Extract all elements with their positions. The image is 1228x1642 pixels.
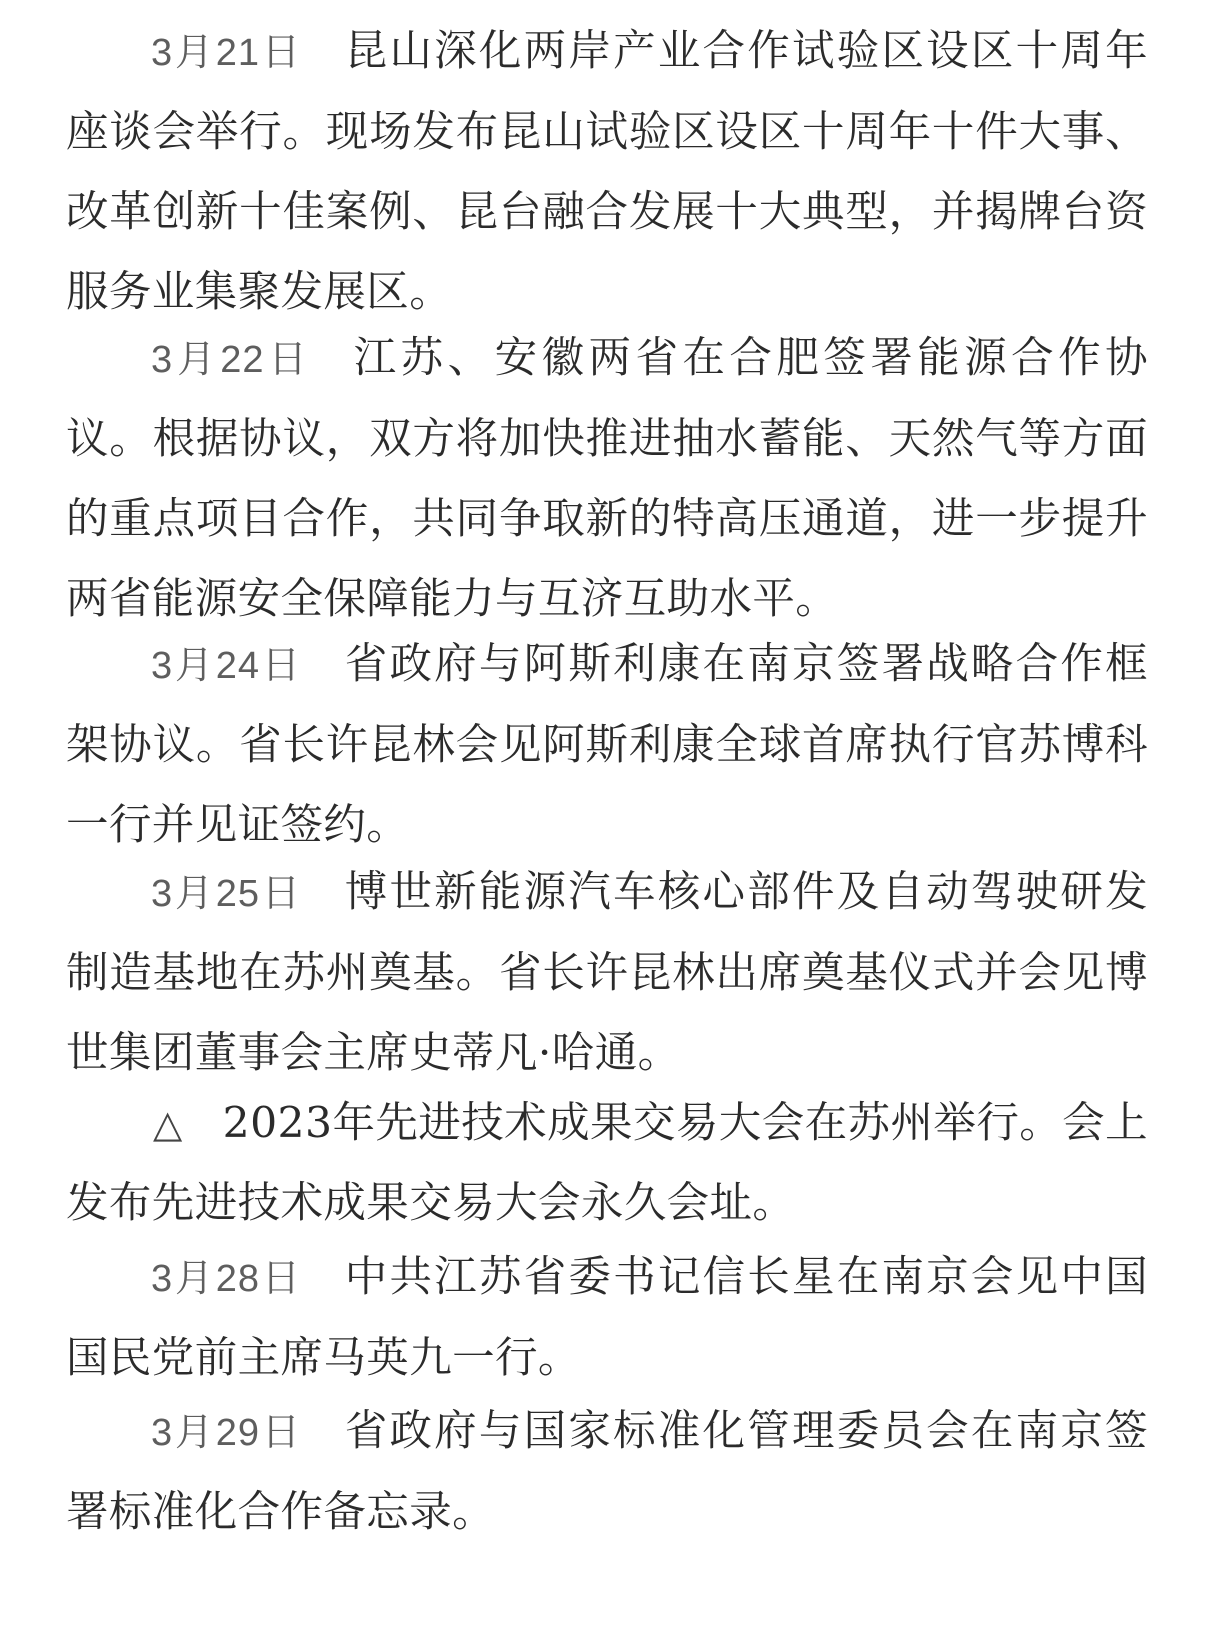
entry-text: 省政府与阿斯利康在南京签署战略合作框架协议。省长许昆林会见阿斯利康全球首席执行官苏博科一行并见证签约。: [66, 640, 1148, 850]
chronicle-entry: [66, 625, 1148, 866]
entry-text: 中共江苏省委书记信长星在南京会见中国国民党前主席马英九一行。: [66, 1253, 1148, 1383]
chronicle-entry: [66, 1238, 1148, 1399]
entry-date: 3月29日: [151, 1412, 303, 1454]
entry-date: 3月21日: [151, 32, 303, 74]
entry-text: 省政府与国家标准化管理委员会在南京签署标准化合作备忘录。: [66, 1407, 1148, 1537]
entry-text: 博世新能源汽车核心部件及自动驾驶研发制造基地在苏州奠基。省长许昆林出席奠基仪式并会见博世集团董事会主席史蒂凡·哈通。: [66, 868, 1148, 1078]
chronicle-entry: [66, 12, 1148, 333]
entry-date: 3月28日: [151, 1258, 303, 1300]
chronicle-entry: [66, 1084, 1148, 1244]
chronicle-entry: [66, 853, 1148, 1094]
document-page: [66, 0, 1148, 1642]
entry-text: 江苏、安徽两省在合肥签署能源合作协议。根据协议，双方将加快推进抽水蓄能、天然气等方面的重点项目合作，共同争取新的特高压通道，进一步提升两省能源安全保障能力与互济互助水平。: [66, 334, 1148, 624]
entry-date: 3月25日: [151, 873, 303, 915]
chronicle-entry: [66, 1392, 1148, 1553]
entry-text: 2023年先进技术成果交易大会在苏州举行。会上发布先进技术成果交易大会永久会址。: [66, 1099, 1149, 1228]
chronicle-entry: [66, 319, 1148, 640]
entry-date: 3月22日: [151, 339, 312, 381]
entry-text: 昆山深化两岸产业合作试验区设区十周年座谈会举行。现场发布昆山试验区设区十周年十件大事、改革创新十佳案例、昆台融合发展十大典型，并揭牌台资服务业集聚发展区。: [66, 27, 1148, 317]
entry-date: 3月24日: [151, 645, 303, 687]
triangle-marker-icon: △: [153, 1102, 183, 1146]
